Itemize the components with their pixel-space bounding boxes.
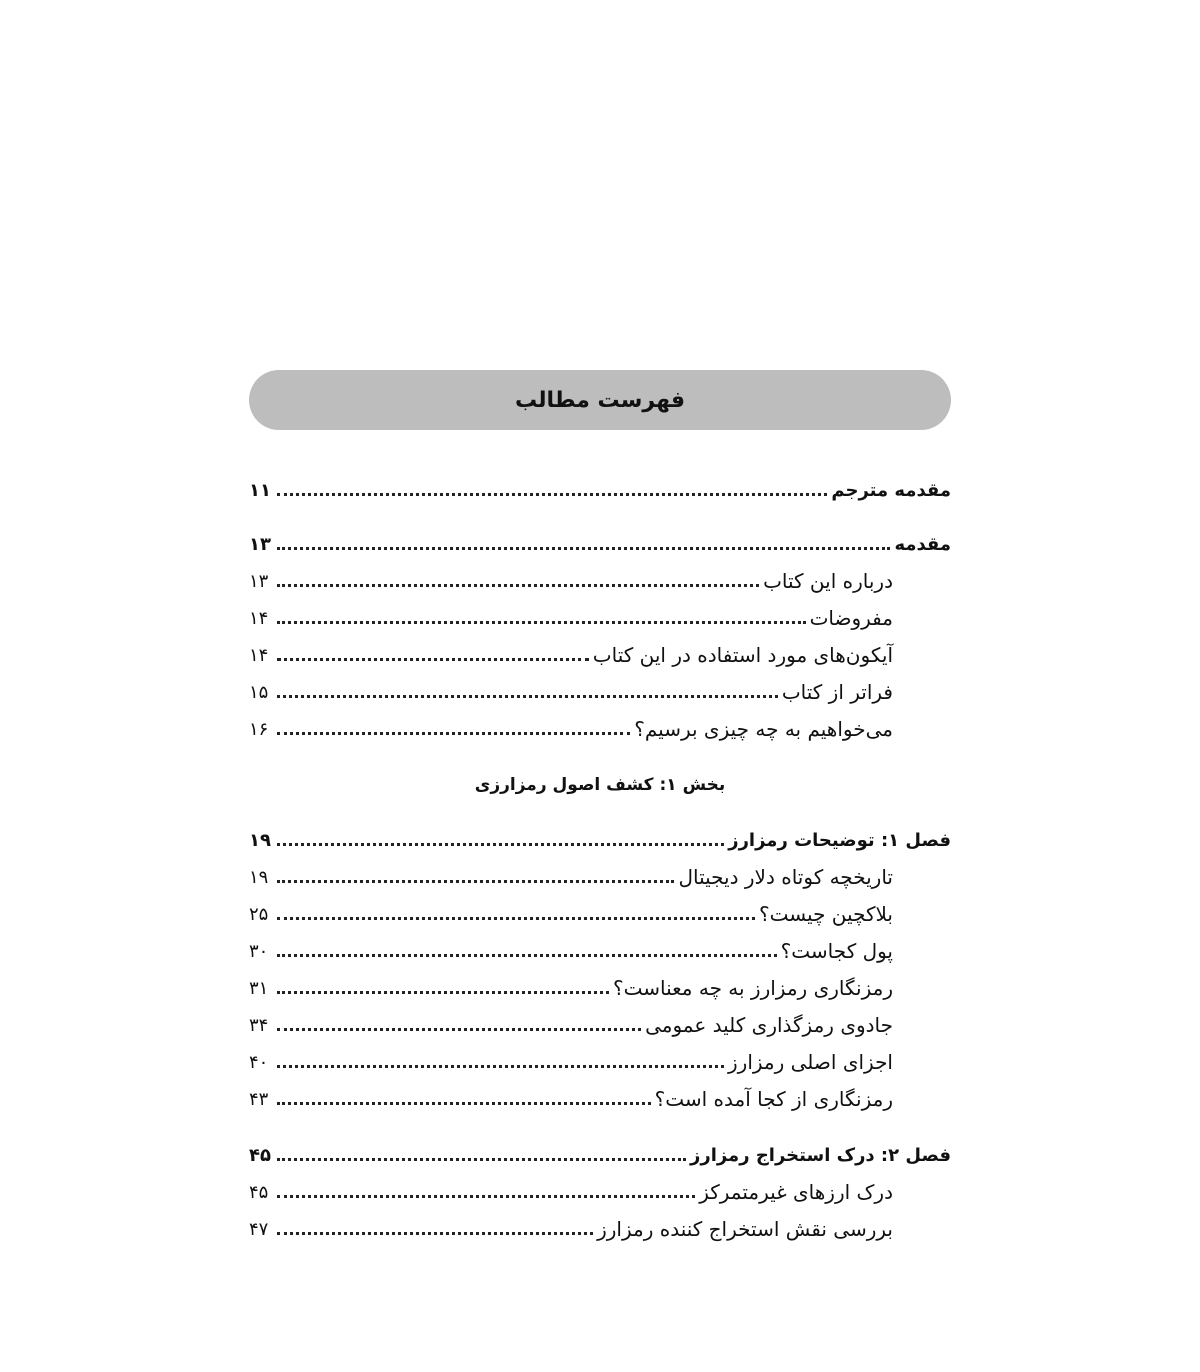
toc-entry[interactable]	[249, 674, 893, 710]
entry-page: ۱۵	[249, 681, 269, 703]
dot-leader	[277, 1232, 593, 1235]
dot-leader	[277, 493, 827, 496]
dot-leader	[277, 732, 630, 735]
entry-page: ۱۹	[249, 866, 269, 888]
entry-title: می‌خواهیم به چه چیزی برسیم؟	[634, 717, 893, 741]
entry-title: رمزنگاری از کجا آمده است؟	[654, 1087, 893, 1111]
dot-leader	[277, 658, 589, 661]
toc-entry-intro[interactable]	[249, 526, 951, 562]
dot-leader	[277, 547, 890, 550]
dot-leader	[277, 917, 755, 920]
toc-entry[interactable]	[249, 970, 893, 1006]
toc-entry[interactable]	[249, 1007, 893, 1043]
dot-leader	[277, 621, 806, 624]
toc-entry[interactable]	[249, 1211, 893, 1247]
entry-title: بلاکچین چیست؟	[758, 902, 893, 926]
toc-entry[interactable]	[249, 1044, 893, 1080]
toc-entry-translator-intro[interactable]	[249, 472, 951, 508]
entry-page: ۴۷	[249, 1218, 269, 1240]
toc-entry[interactable]	[249, 859, 893, 895]
entry-page: ۱۹	[249, 829, 271, 851]
entry-page: ۴۰	[249, 1051, 269, 1073]
toc-entry-chapter-2[interactable]	[249, 1137, 951, 1173]
entry-title: اجزای اصلی رمزارز	[728, 1050, 893, 1074]
part-heading: بخش ۱: کشف اصول رمزارزی	[474, 775, 726, 795]
entry-title: درک ارزهای غیرمتمرکز	[699, 1180, 893, 1204]
entry-title: مقدمه	[894, 533, 951, 555]
entry-page: ۳۰	[249, 940, 269, 962]
entry-page: ۳۴	[249, 1014, 269, 1036]
dot-leader	[277, 843, 724, 846]
dot-leader	[277, 880, 674, 883]
entry-title: تاریخچه کوتاه دلار دیجیتال	[678, 865, 893, 889]
entry-page: ۱۴	[249, 644, 269, 666]
entry-title: پول کجاست؟	[780, 939, 893, 963]
dot-leader	[277, 1028, 641, 1031]
toc-entry[interactable]	[249, 933, 893, 969]
entry-title: فصل ۲: درک استخراج رمزارز	[689, 1144, 951, 1166]
toc-entry[interactable]	[249, 711, 893, 747]
entry-title: جادوی رمزگذاری کلید عمومی	[645, 1013, 893, 1037]
entry-title: درباره این کتاب	[763, 569, 893, 593]
entry-page: ۱۶	[249, 718, 269, 740]
entry-page: ۲۵	[249, 903, 269, 925]
entry-title: رمزنگاری رمزارز به چه معناست؟	[612, 976, 893, 1000]
dot-leader	[277, 1065, 724, 1068]
entry-title: فصل ۱: توضیحات رمزارز	[728, 829, 951, 851]
toc-title: فهرست مطالب	[514, 387, 686, 413]
entry-title: مقدمه مترجم	[831, 479, 951, 501]
entry-page: ۳۱	[249, 977, 269, 999]
toc-entry[interactable]	[249, 896, 893, 932]
dot-leader	[277, 1195, 695, 1198]
entry-page: ۴۳	[249, 1088, 269, 1110]
dot-leader	[277, 1158, 686, 1161]
dot-leader	[277, 1102, 651, 1105]
entry-page: ۴۵	[249, 1181, 269, 1203]
dot-leader	[277, 584, 759, 587]
toc-entry[interactable]	[249, 1081, 893, 1117]
toc-entry[interactable]	[249, 637, 893, 673]
toc-entry-chapter-1[interactable]	[249, 822, 951, 858]
entry-title: فراتر از کتاب	[781, 680, 893, 704]
entry-page: ۱۴	[249, 607, 269, 629]
entry-page: ۱۳	[249, 533, 271, 555]
entry-title: بررسی نقش استخراج کننده رمزارز	[597, 1217, 893, 1241]
toc-entry[interactable]	[249, 563, 893, 599]
entry-page: ۱۱	[249, 479, 271, 501]
entry-page: ۱۳	[249, 570, 269, 592]
dot-leader	[277, 954, 777, 957]
dot-leader	[277, 695, 778, 698]
entry-page: ۴۵	[249, 1144, 271, 1166]
entry-title: مفروضات	[809, 606, 893, 630]
toc-entry[interactable]	[249, 600, 893, 636]
toc-entry[interactable]	[249, 1174, 893, 1210]
entry-title: آیکون‌های مورد استفاده در این کتاب	[592, 643, 893, 667]
dot-leader	[277, 991, 609, 994]
toc-header	[249, 370, 951, 430]
